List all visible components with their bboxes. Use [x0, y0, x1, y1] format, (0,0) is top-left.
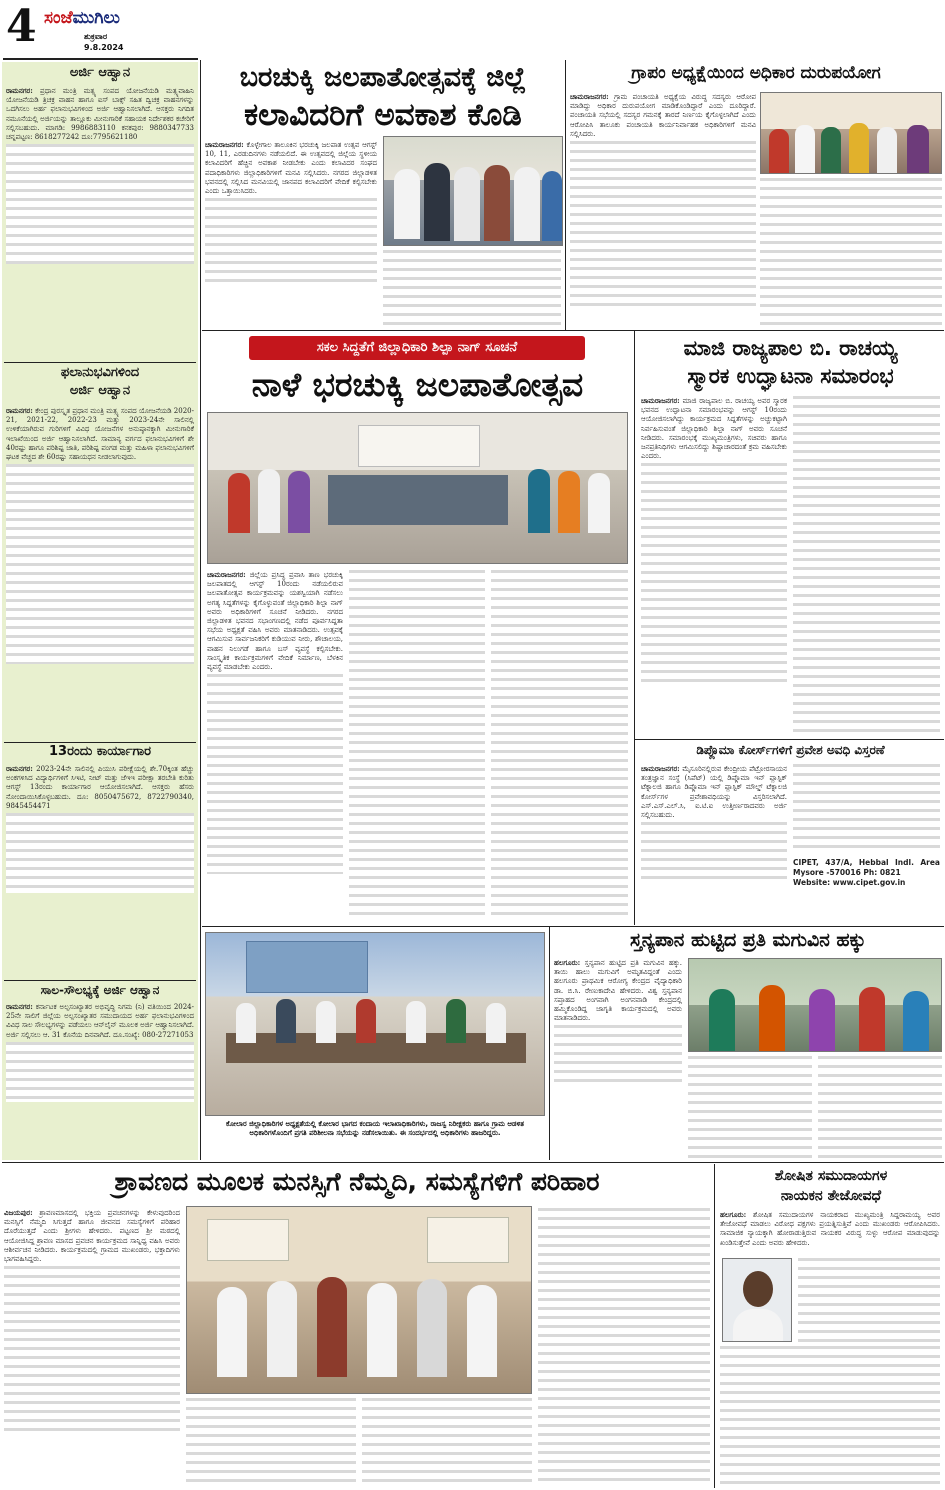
community-text: ಶೋಷಿತ ಸಮುದಾಯಗಳ ನಾಯಕರಾದ ಮುಖ್ಯಮಂತ್ರಿ ಸಿದ್ದರಾಮಯ್ಯ ಅವರ ತೇಜೋವಧೆ ಮಾಡಲು ವಿರೋಧ ಪಕ್ಷಗಳು ಪ್ರಯತ್ನಿಸುತ್ತಿವೆ ಎಂದು ಮುಖಂಡರು ಆರೋಪಿಸಿದರು. ಸಾಮಾಜಿಕ ನ್ಯಾಯಕ್ಕಾಗಿ ಹೋರಾಡುತ್ತಿರುವ ನಾಯಕರ ವಿರುದ್ಧ ಸುಳ್ಳು ಆರೋಪ ಮಾಡುವುದನ್ನು ಖಂಡಿಸುತ್ತೇವೆ ಎಂದು ಅವರು ಹೇಳಿದರು.	[720, 1211, 940, 1247]
kolar-photo-block	[203, 930, 547, 1160]
notice2-title-line2: ಅರ್ಜಿ ಆಹ್ವಾನ	[69, 383, 131, 398]
shravana-body-col4	[362, 1398, 532, 1486]
breastfeeding-text: ಸ್ತನ್ಯಪಾನ ಹುಟ್ಟಿದ ಪ್ರತಿ ಮಗುವಿನ ಹಕ್ಕು. ತಾಯಿ ಹಾಲು ಮಗುವಿಗೆ ಅಮೃತವಿದ್ದಂತೆ ಎಂದು ಹಲಗೂರು ಪ್ರಾಥಮಿಕ ಆರೋಗ್ಯ ಕೇಂದ್ರದ ವೈದ್ಯಾಧಿಕಾರಿ ಡಾ. ಬಿ.ಸಿ. ರೇಣುಕಾದೇವಿ ಹೇಳಿದರು. ವಿಶ್ವ ಸ್ತನ್ಯಪಾನ ಸಪ್ತಾಹದ ಅಂಗವಾಗಿ ಅಂಗನವಾಡಿ ಕೇಂದ್ರದಲ್ಲಿ ಹಮ್ಮಿಕೊಂಡಿದ್ದ ಜಾಗೃತಿ ಕಾರ್ಯಕ್ರಮದಲ್ಲಿ ಅವರು ಮಾತನಾಡಿದರು.	[554, 959, 682, 1023]
shravana-text: ಶ್ರಾವಣಮಾಸದಲ್ಲಿ ಭಕ್ತಿಯ ಪ್ರವಚನಗಳನ್ನು ಕೇಳುವುದರಿಂದ ಮನಸ್ಸಿಗೆ ನೆಮ್ಮದಿ ಸಿಗುತ್ತದೆ ಹಾಗೂ ಜೀವನದ ಸಮಸ್ಯೆಗಳಿಗೆ ಪರಿಹಾರ ದೊರೆಯುತ್ತದೆ ಎಂದು ಶ್ರೀಗಳು ಹೇಳಿದರು. ಪಟ್ಟಣದ ಶ್ರೀ ಮಠದಲ್ಲಿ ಆಯೋಜಿಸಿದ್ದ ಶ್ರಾವಣ ಮಾಸದ ಪ್ರವಚನ ಕಾರ್ಯಕ್ರಮದ ಸಾನ್ನಿಧ್ಯ ವಹಿಸಿ ಅವರು ಆಶೀರ್ವಚನ ನೀಡಿದರು. ಕಾರ್ಯಕ್ರಮದಲ್ಲಿ ಗ್ರಾಮದ ಮುಖಂಡರು, ಭಕ್ತಾದಿಗಳು ಭಾಗವಹಿಸಿದ್ದರು.	[4, 1209, 180, 1264]
brand-mugilu: ಮುಗಿಲು	[72, 8, 120, 28]
notice2-body	[6, 406, 194, 726]
top-right-dateline: ಚಾಮರಾಜನಗರ:	[570, 92, 609, 101]
memorial-body-col2	[793, 396, 940, 734]
breastfeeding-body-col2	[688, 1056, 812, 1158]
masthead	[0, 0, 200, 58]
community-headline-1: ಶೋಷಿತ ಸಮುದಾಯಗಳ	[774, 1168, 888, 1184]
shravana-headline: ಶ್ರಾವಣದ ಮೂಲಕ ಮನಸ್ಸಿಗೆ ನೆಮ್ಮದಿ, ಸಮಸ್ಯೆಗಳಿಗೆ ಪರಿಹಾರ	[114, 1167, 600, 1196]
memorial-text: ಮಾಜಿ ರಾಜ್ಯಪಾಲ ಬಿ. ರಾಚಯ್ಯ ಅವರ ಸ್ಮಾರಕ ಭವನದ ಉದ್ಘಾಟನಾ ಸಮಾರಂಭವನ್ನು ಆಗಸ್ಟ್ 10ರಂದು ಆಯೋಜಿಸಲಾಗಿದ್ದು ಕಾರ್ಯಕ್ರಮದ ಸಿದ್ದತೆಗಳನ್ನು ಅಚ್ಚುಕಟ್ಟಾಗಿ ನಿರ್ವಹಿಸುವಂತೆ ಜಿಲ್ಲಾಧಿಕಾರಿ ಶಿಲ್ಪಾ ನಾಗ್ ಅವರು ಸೂಚನೆ ನೀಡಿದರು. ಸಮಾರಂಭಕ್ಕೆ ಮುಖ್ಯಮಂತ್ರಿಗಳು, ಸಚಿವರು ಹಾಗೂ ಜನಪ್ರತಿನಿಧಿಗಳು ಆಗಮಿಸಲಿದ್ದು ಶಿಷ್ಟಾಚಾರದಂತೆ ಕ್ರಮ ವಹಿಸಬೇಕು ಎಂದರು.	[641, 397, 787, 461]
shravana-body-col1	[4, 1208, 180, 1486]
notice3-title: 13ರಂದು ಕಾರ್ಯಾಗಾರ	[49, 744, 151, 759]
shravana-photo	[186, 1206, 532, 1394]
middle-banner-text: ಸಕಲ ಸಿದ್ದತೆಗೆ ಜಿಲ್ಲಾಧಿಕಾರಿ ಶಿಲ್ಪಾ ನಾಗ್ ಸೂಚನೆ	[316, 340, 518, 355]
notice1-dateline: ರಾಮನಗರ:	[6, 86, 33, 95]
notice3-body	[6, 764, 194, 964]
shravana-body-col3	[186, 1398, 356, 1486]
top-center-photo	[383, 136, 563, 246]
masthead-date: 9.8.2024	[84, 43, 124, 52]
masthead-weekday: ಶುಕ್ರವಾರ	[84, 32, 108, 41]
diploma-text: ಮೈಸೂರಿನಲ್ಲಿರುವ ಕೇಂದ್ರೀಯ ಪೆಟ್ರೋರಸಾಯನ ತಂತ್ರಜ್ಞಾನ ಸಂಸ್ಥೆ (ಸಿಪೆಟ್) ಯಲ್ಲಿ ಡಿಪ್ಲೊಮಾ ಇನ್ ಪ್ಲಾಸ್ಟಿಕ್ ಟೆಕ್ನಾಲಜಿ ಹಾಗೂ ಡಿಪ್ಲೊಮಾ ಇನ್ ಪ್ಲಾಸ್ಟಿಕ್ ಮೌಲ್ಡ್ ಟೆಕ್ನಾಲಜಿ ಕೋರ್ಸ್‌ಗಳ ಪ್ರವೇಶಾವಧಿಯನ್ನು ವಿಸ್ತರಿಸಲಾಗಿದೆ. ಎಸ್.ಎಸ್.ಎಲ್.ಸಿ, ಐ.ಟಿ.ಐ ಉತ್ತೀರ್ಣರಾದವರು ಅರ್ಜಿ ಸಲ್ಲಿಸಬಹುದು.	[641, 765, 787, 820]
notice4-title: ಸಾಲ-ಸೌಲಭ್ಯಕ್ಕೆ ಅರ್ಜಿ ಆಹ್ವಾನ	[40, 983, 160, 997]
notice1-body	[6, 86, 194, 308]
kolar-photo	[205, 932, 545, 1116]
middle-body-col2	[349, 570, 485, 920]
diploma-dateline: ಚಾಮರಾಜನಗರ:	[641, 764, 680, 773]
community-body-col3	[720, 1346, 940, 1486]
community-headline-2: ನಾಯಕನ ತೇಜೋವಧೆ	[780, 1188, 882, 1204]
community-article	[718, 1166, 944, 1488]
diploma-headline: ಡಿಪ್ಲೊಮಾ ಕೋರ್ಸ್‌ಗಳಿಗೆ ಪ್ರವೇಶ ಅವಧಿ ವಿಸ್ತರಣೆ	[696, 743, 885, 757]
notice4-dateline: ರಾಮನಗರ:	[6, 1002, 33, 1011]
top-right-photo	[760, 92, 942, 174]
masthead-brand	[44, 8, 120, 28]
breastfeeding-dateline: ಹಲಗೂರು:	[554, 958, 581, 967]
middle-dateline: ಚಾಮರಾಜನಗರ:	[207, 570, 246, 579]
top-center-headline-2: ಕಲಾವಿದರಿಗೆ ಅವಕಾಶ ಕೊಡಿ	[244, 97, 522, 133]
middle-article	[203, 334, 632, 924]
memorial-body-col1	[641, 396, 787, 734]
notice2-title-line1: ಫಲಾನುಭವಿಗಳಿಂದ	[60, 365, 140, 380]
notice2-dateline: ರಾಮನಗರ:	[6, 406, 33, 415]
left-column	[2, 62, 198, 1160]
top-center-body-right	[383, 250, 561, 326]
notice3-contacts: ದೂ: 8050475672, 8722790340, 9845454471	[6, 792, 194, 810]
top-center-dateline: ಚಾಮರಾಜನಗರ:	[205, 140, 244, 149]
memorial-headline-1: ಮಾಜಿ ರಾಜ್ಯಪಾಲ ಬಿ. ರಾಚಯ್ಯ	[683, 336, 898, 360]
breastfeeding-article	[552, 930, 944, 1160]
shravana-article	[2, 1166, 712, 1488]
shravana-body-col2	[538, 1208, 710, 1486]
breastfeeding-body-col1	[554, 958, 682, 1158]
community-dateline: ಹಲಗೂರು:	[720, 1210, 747, 1219]
diploma-body-col1	[641, 764, 787, 920]
shravana-dateline: ವಿಜಯಪುರ:	[4, 1208, 33, 1217]
memorial-article	[637, 334, 944, 738]
top-center-text: ಕೊಳ್ಳೇಗಾಲ ತಾಲೂಕಿನ ಭರಚುಕ್ಕಿ ಜಲಪಾತ ಉತ್ಸವ ಆಗಸ್ಟ್ 10, 11, ಎರಡುದಿನಗಳು ನಡೆಯಲಿದೆ. ಈ ಉತ್ಸವದಲ್ಲಿ ಜಿಲ್ಲೆಯ ಸ್ಥಳೀಯ ಕಲಾವಿದರಿಗೆ ಹೆಚ್ಚಿನ ಅವಕಾಶ ನೀಡಬೇಕು ಎಂದು ಕಲಾವಿದರ ಸಂಘದ ಪದಾಧಿಕಾರಿಗಳು ಜಿಲ್ಲಾಧಿಕಾರಿಗಳಿಗೆ ಮನವಿ ಸಲ್ಲಿಸಿದರು. ನಗರದ ಜಿಲ್ಲಾಡಳಿತ ಭವನದಲ್ಲಿ ಸಲ್ಲಿಸಿದ ಮನವಿಯಲ್ಲಿ ಜಾನಪದ ಕಲಾವಿದರಿಗೆ ವೇದಿಕೆ ಕಲ್ಪಿಸಬೇಕು ಎಂದು ಒತ್ತಾಯಿಸಿದರು.	[205, 141, 377, 196]
diploma-body-col2	[793, 764, 940, 920]
notice2-text: ಕೇಂದ್ರ ಪುರಸ್ಕೃತ ಪ್ರಧಾನ ಮಂತ್ರಿ ಮತ್ಸ್ಯ ಸಂಪದ ಯೋಜನೆಯಡಿ 2020-21, 2021-22, 2022-23 ಮತ್ತು 2023-24ನೇ ಸಾಲಿನಲ್ಲಿ ಉಳಿಕೆಯಾಗಿರುವ ಗುರಿಗಳಿಗೆ ವಿವಿಧ ಯೋಜನೆಗಳ ಅನುಷ್ಠಾನಕ್ಕಾಗಿ ಮೀನುಗಾರಿಕೆ ಇಲಾಖೆಯಿಂದ ಅರ್ಜಿ ಆಹ್ವಾನಿಸಲಾಗಿದೆ. ಸಾಮಾನ್ಯ ವರ್ಗದ ಫಲಾನುಭವಿಗಳಿಗೆ ಶೇ 40ರಷ್ಟು ಹಾಗೂ ಪರಿಶಿಷ್ಟ ಜಾತಿ, ಪರಿಶಿಷ್ಟ ಪಂಗಡ ಮತ್ತು ಮಹಿಳಾ ಫಲಾನುಭವಿಗಳಿಗೆ ಘಟಕ ವೆಚ್ಚದ ಶೇ 60ರಷ್ಟು ಸಹಾಯಧನ ನೀಡಲಾಗುವುದು.	[6, 407, 194, 462]
community-body-col2	[798, 1258, 940, 1342]
notice4-body	[6, 1002, 194, 1156]
memorial-headline-2: ಸ್ಮಾರಕ ಉದ್ಘಾಟನಾ ಸಮಾರಂಭ	[687, 364, 894, 388]
middle-headline: ನಾಳೆ ಭರಚುಕ್ಕಿ ಜಲಪಾತೋತ್ಸವ	[251, 365, 584, 404]
middle-banner	[249, 336, 585, 360]
notice1-text: ಪ್ರಧಾನ ಮಂತ್ರಿ ಮತ್ಸ್ಯ ಸಂಪದ ಯೋಜನೆಯಡಿ ಮತ್ಸ್ಯವಾಹಿನಿ ಯೋಜನೆಯಡಿ ತ್ರಿಚಕ್ರ ವಾಹನ ಹಾಗೂ ಐಸ್ ಬಾಕ್ಸ್ ಸಹಿತ ದ್ವಿಚಕ್ರ ವಾಹನಗಳನ್ನು ಒದಗಿಸಲು ಅರ್ಹ ಫಲಾನುಭವಿಗಳಿಂದ ಅರ್ಜಿ ಆಹ್ವಾನಿಸಲಾಗಿದೆ. ಆಸಕ್ತರು ನಿಗದಿತ ನಮೂನೆಯಲ್ಲಿ ಅರ್ಜಿಯನ್ನು ತಾಲ್ಲೂಕು ಮೀನುಗಾರಿಕೆ ಸಹಾಯಕ ನಿರ್ದೇಶಕರ ಕಚೇರಿಗೆ ಸಲ್ಲಿಸಬಹುದು.	[6, 87, 194, 132]
community-body-col1	[720, 1210, 940, 1254]
breastfeeding-headline: ಸ್ತನ್ಯಪಾನ ಹುಟ್ಟಿದ ಪ್ರತಿ ಮಗುವಿನ ಹಕ್ಕು	[630, 930, 866, 951]
top-right-body-right	[760, 178, 942, 326]
top-right-headline: ಗ್ರಾಪಂ ಅಧ್ಯಕ್ಷೆಯಿಂದ ಅಧಿಕಾರ ದುರುಪಯೋಗ	[631, 63, 881, 83]
notice4-text: ಕರ್ನಾಟಕ ಅಲ್ಪಸಂಖ್ಯಾತರ ಅಭಿವೃದ್ಧಿ ನಿಗಮ (ನಿ) ವತಿಯಿಂದ 2024-25ನೇ ಸಾಲಿಗೆ ಜಿಲ್ಲೆಯ ಅಲ್ಪಸಂಖ್ಯಾತರ ಸಮುದಾಯದ ಅರ್ಹ ಫಲಾನುಭವಿಗಳಿಂದ ವಿವಿಧ ಸಾಲ ಸೌಲಭ್ಯಗಳನ್ನು ಪಡೆಯಲು ಆನ್‌ಲೈನ್ ಮೂಲಕ ಅರ್ಜಿ ಆಹ್ವಾನಿಸಲಾಗಿದೆ. ಅರ್ಜಿ ಸಲ್ಲಿಸಲು ಆ. 31 ಕೊನೆಯ ದಿನವಾಗಿದೆ.	[6, 1003, 194, 1039]
notice3-text: 2023-24ನೇ ಸಾಲಿನಲ್ಲಿ ಪಿಯುಸಿ ಪರೀಕ್ಷೆಯಲ್ಲಿ ಶೇ.70ಕ್ಕಿಂತ ಹೆಚ್ಚು ಅಂಕಗಳಿಸಿದ ವಿದ್ಯಾರ್ಥಿಗಳಿಗೆ ಸಿಇಟಿ, ನೀಟ್ ಮತ್ತು ಜೆಇಇ ಪರೀಕ್ಷಾ ತರಬೇತಿ ಕುರಿತು ಆಗಸ್ಟ್ 13ರಂದು ಕಾರ್ಯಾಗಾರ ಆಯೋಜಿಸಲಾಗಿದೆ. ಆಸಕ್ತರು ಹೆಸರು ನೋಂದಾಯಿಸಿಕೊಳ್ಳಬಹುದು.	[6, 765, 194, 801]
top-right-text: ಗ್ರಾಮ ಪಂಚಾಯತಿ ಅಧ್ಯಕ್ಷೆಯ ವಿರುದ್ಧ ಸದಸ್ಯರು ಆರೋಪ ಮಾಡಿದ್ದು ಅಧಿಕಾರ ದುರುಪಯೋಗ ಮಾಡಿಕೊಂಡಿದ್ದಾರೆ ಎಂದು ದೂರಿದ್ದಾರೆ. ಪಂಚಾಯತಿ ಸಭೆಯಲ್ಲಿ ಸದಸ್ಯರ ಗಮನಕ್ಕೆ ತಾರದೆ ನಿರ್ಣಯ ಕೈಗೊಳ್ಳಲಾಗಿದೆ ಎಂದು ಆರೋಪಿಸಿ ತಾಲೂಕು ಪಂಚಾಯತಿ ಕಾರ್ಯನಿರ್ವಾಹಕ ಅಧಿಕಾರಿಗಳಿಗೆ ಮನವಿ ಸಲ್ಲಿಸಿದರು.	[570, 93, 756, 138]
top-right-article	[568, 62, 944, 330]
kolar-caption: ಕೋಲಾರ ಜಿಲ್ಲಾಧಿಕಾರಿಗಳ ಅಧ್ಯಕ್ಷತೆಯಲ್ಲಿ ಕೋಲಾರ ಭಾಗದ ಕಂದಾಯ ಇಲಾಖಾಧಿಕಾರಿಗಳು, ರಾಜಸ್ವ ನಿರೀಕ್ಷಕರು ಹಾಗೂ ಗ್ರಾಮ ಆಡಳಿತ ಅಧಿಕಾರಿಗಳೊಂದಿಗೆ ಪ್ರಗತಿ ಪರಿಶೀಲನಾ ಸಭೆಯನ್ನು ನಡೆಸಲಾಯಿತು. ಈ ಸಂದರ್ಭದಲ್ಲಿ ಅಧಿಕಾರಿಗಳು ಹಾಜರಿದ್ದರು.	[226, 1120, 524, 1137]
middle-text: ಜಿಲ್ಲೆಯ ಪ್ರಸಿದ್ಧ ಪ್ರವಾಸಿ ತಾಣ ಭರಚುಕ್ಕಿ ಜಲಪಾತದಲ್ಲಿ ಆಗಸ್ಟ್ 10ರಂದು ನಡೆಯಲಿರುವ ಜಲಪಾತೋತ್ಸವ ಕಾರ್ಯಕ್ರಮವನ್ನು ಯಶಸ್ವಿಯಾಗಿ ನಡೆಸಲು ಅಗತ್ಯ ಸಿದ್ದತೆಗಳನ್ನು ಕೈಗೊಳ್ಳುವಂತೆ ಜಿಲ್ಲಾಧಿಕಾರಿ ಶಿಲ್ಪಾ ನಾಗ್ ಅವರು ಅಧಿಕಾರಿಗಳಿಗೆ ಸೂಚನೆ ನೀಡಿದರು. ನಗರದ ಜಿಲ್ಲಾಡಳಿತ ಭವನದ ಸಭಾಂಗಣದಲ್ಲಿ ನಡೆದ ಪೂರ್ವಸಿದ್ದತಾ ಸಭೆಯ ಅಧ್ಯಕ್ಷತೆ ವಹಿಸಿ ಅವರು ಮಾತನಾಡಿದರು. ಉತ್ಸವಕ್ಕೆ ಆಗಮಿಸುವ ಸಾರ್ವಜನಿಕರಿಗೆ ಕುಡಿಯುವ ನೀರು, ಶೌಚಾಲಯ, ವಾಹನ ನಿಲುಗಡೆ ಹಾಗೂ ಬಸ್ ವ್ಯವಸ್ಥೆ ಕಲ್ಪಿಸಬೇಕು. ಸಾಂಸ್ಕೃತಿಕ ಕಾರ್ಯಕ್ರಮಗಳಿಗೆ ವೇದಿಕೆ ನಿರ್ಮಾಣ, ಬೆಳಕಿನ ವ್ಯವಸ್ಥೆ ಮಾಡಬೇಕು ಎಂದರು.	[207, 571, 343, 672]
middle-body-col3	[491, 570, 628, 920]
middle-photo	[207, 412, 628, 564]
diploma-website: Website: www.cipet.gov.in	[793, 878, 906, 887]
breastfeeding-body-col3	[818, 1056, 942, 1158]
diploma-article	[637, 742, 944, 924]
brand-sanje: ಸಂಜೆ	[44, 8, 73, 28]
page-number: 4	[6, 1, 37, 52]
diploma-address: CIPET, 437/A, Hebbal Indl. Area Mysore -570016 Ph: 0821	[793, 858, 940, 877]
top-right-body-left	[570, 92, 756, 326]
notice1-contacts: ಮಾಗಡಿ: 9986883110 ಕನಕಪುರ: 9880347733 ಚನ್ನಪಟ್ಟಣ: 8618277242 ದೂ:7795621180	[6, 123, 194, 142]
top-center-article	[203, 62, 563, 330]
notice4-contacts: ದೂ.ಸಂಖ್ಯೆ: 080-27271053	[113, 1030, 194, 1039]
masthead-divider	[3, 58, 198, 60]
top-center-body-left	[205, 140, 377, 326]
community-portrait	[722, 1258, 792, 1342]
notice1-title: ಅರ್ಜಿ ಆಹ್ವಾನ	[69, 65, 131, 80]
breastfeeding-photo	[688, 958, 942, 1052]
middle-body-col1	[207, 570, 343, 920]
memorial-dateline: ಚಾಮರಾಜನಗರ:	[641, 396, 680, 405]
notice3-dateline: ರಾಮನಗರ:	[6, 764, 33, 773]
top-center-headline-1: ಬರಚುಕ್ಕಿ ಜಲಪಾತೋತ್ಸವಕ್ಕೆ ಜಿಲ್ಲೆ	[239, 62, 527, 93]
